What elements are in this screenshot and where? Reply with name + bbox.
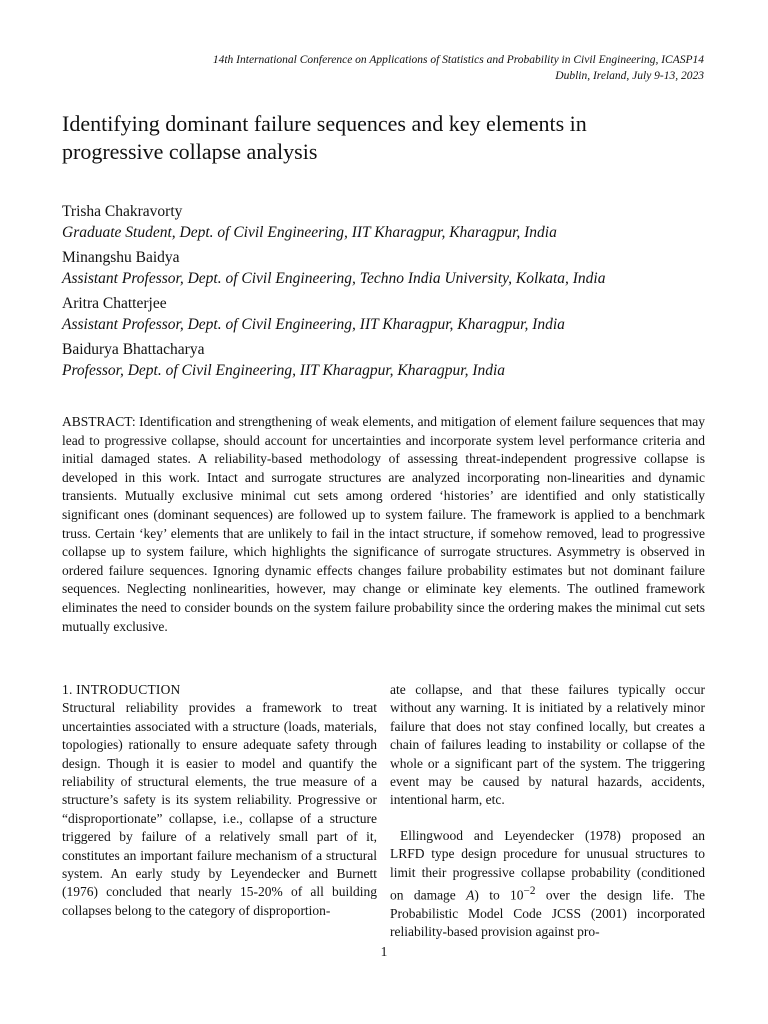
body-column-right — [390, 681, 705, 942]
author-name: Trisha Chakravorty — [62, 203, 183, 220]
abstract: ABSTRACT: Identification and strengthening of weak elements, and mitigation of element failure sequences that may lead to progressive collapse, should account for uncertainties and incorporate system level performance criteria and initial damaged states. A reliability-based methodology of assessing threat-independent progressive collapse is developed in this work. Intact and surrogate structures are analyzed incorporating non-linearities and dynamic transients. Mutually exclusive minimal cut sets among ordered ‘histories’ are identified and only statistically significant ones (dominant sequences) are followed up to system failure. The framework is applied to a benchmark truss. Certain ‘key’ elements that are unlikely to fail in the intact structure, if somehow removed, lead to progressive collapse up to system failure, which highlights the significance of surrogate structures. Asymmetry is observed in ordered failure sequences. Ignoring dynamic effects changes failure probability estimates but not dominant failure sequences. Neglecting nonlinearities, however, may change or eliminate key elements. The outlined framework eliminates the need to consider bounds on the system failure probability since the ordering makes the minimal cut sets mutually exclusive. — [62, 414, 705, 634]
author-name: Baidurya Bhattacharya — [62, 341, 205, 358]
math-variable: A — [466, 887, 475, 903]
author-list — [62, 201, 722, 385]
body-paragraph: ate collapse, and that these failures typically occur without any warning. It is initiated by a relatively minor failure that does not stay confined locally, but creates a chain of failures leading to instability or collapse of the whole or a significant part of the system. The triggering event may be caused by natural hazards, accidents, intentional harm, etc. — [390, 682, 705, 808]
author-affiliation: Assistant Professor, Dept. of Civil Engineering, IIT Kharagpur, Kharagpur, India — [62, 316, 565, 333]
author-name: Minangshu Baidya — [62, 249, 180, 266]
body-paragraph — [390, 827, 705, 942]
author-entry — [62, 293, 722, 335]
author-entry — [62, 339, 722, 381]
body-column-left — [62, 681, 377, 920]
conference-header — [44, 52, 704, 84]
title-line-1: Identifying dominant failure sequences and key elements in — [62, 111, 587, 136]
text-run: ) to 10 — [474, 887, 524, 903]
author-affiliation: Graduate Student, Dept. of Civil Engineering, IIT Kharagpur, Kharagpur, India — [62, 224, 557, 241]
math-exponent: −2 — [523, 885, 536, 898]
title-line-2: progressive collapse analysis — [62, 139, 318, 164]
author-affiliation: Professor, Dept. of Civil Engineering, IIT Kharagpur, Kharagpur, India — [62, 362, 506, 379]
text-run: over the design life. The Probabilistic Model Code JCSS (2001) incorporated reliability-based provision against pro- — [390, 887, 705, 940]
page-number: 1 — [380, 944, 388, 959]
conference-line-1: 14th International Conference on Applications of Statistics and Probability in Civil Engineering, ICASP14 — [212, 54, 704, 66]
author-entry — [62, 201, 722, 243]
paper-title — [62, 110, 702, 166]
author-entry — [62, 247, 722, 289]
text-run: Ellingwood and Leyendecker (1978) proposed an LRFD type design procedure for unusual structures to limit their progressive collapse probability (conditioned on damage — [390, 827, 705, 903]
author-affiliation: Assistant Professor, Dept. of Civil Engineering, Techno India University, Kolkata, India — [62, 270, 606, 287]
body-paragraph: Structural reliability provides a framework to treat uncertainties associated with a structure (loads, materials, topologies) rationally to ensure adequate safety through design. Though it is easier to model and quantify the reliability of structural elements, the true measure of a structure’s safety is its system reliability. Progressive or “disproportionate” collapse, i.e., collapse of a structure triggered by failure of a relatively small part of it, constitutes an important failure mechanism of a structural system. An early study by Leyendecker and Burnett (1976) concluded that nearly 15-20% of all building collapses belong to the category of disproportion- — [62, 700, 377, 918]
author-name: Aritra Chatterjee — [62, 295, 167, 312]
conference-line-2: Dublin, Ireland, July 9-13, 2023 — [555, 70, 704, 82]
section-heading: 1. INTRODUCTION — [62, 682, 181, 697]
